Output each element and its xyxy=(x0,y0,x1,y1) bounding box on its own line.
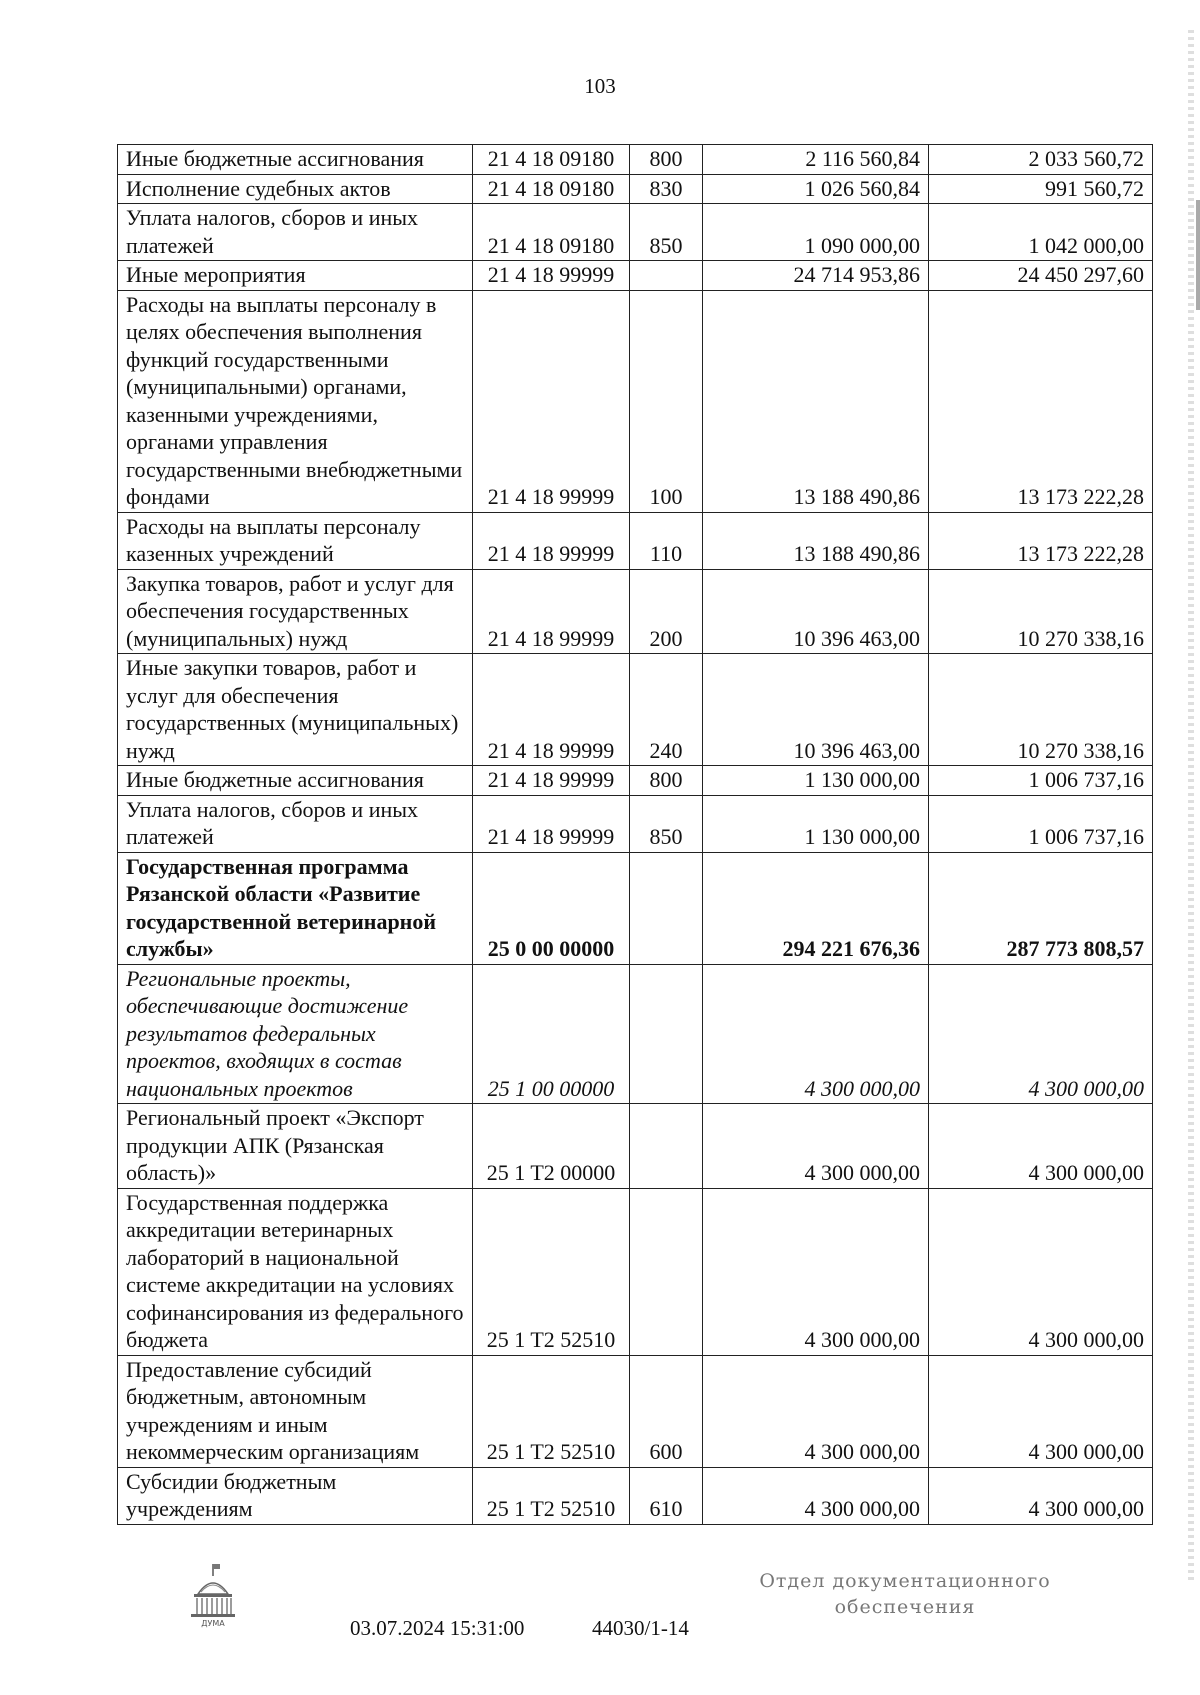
table-row xyxy=(118,654,1153,766)
table-row xyxy=(118,204,1153,261)
row-code-cell: 25 1 T2 52510 xyxy=(473,1467,630,1524)
row-name-cell: Субсидии бюджетным учреждениям xyxy=(118,1467,473,1524)
row-vr-cell xyxy=(630,964,703,1104)
budget-table xyxy=(117,144,1153,1525)
row-vr-cell: 200 xyxy=(630,569,703,654)
row-code-cell: 21 4 18 99999 xyxy=(473,795,630,852)
row-vr-cell xyxy=(630,852,703,964)
row-name-cell: Государственная программа Рязанской области «Развитие государственной ветеринарной службы» xyxy=(118,852,473,964)
row-vr-cell: 850 xyxy=(630,204,703,261)
row-sum-2024-cell: 10 396 463,00 xyxy=(703,569,929,654)
row-vr-cell: 110 xyxy=(630,512,703,569)
table-row xyxy=(118,766,1153,796)
row-sum-2025-cell: 4 300 000,00 xyxy=(929,1467,1153,1524)
row-name-cell: Закупка товаров, работ и услуг для обеспечения государственных (муниципальных) нужд xyxy=(118,569,473,654)
row-name-cell: Расходы на выплаты персоналу казенных учреждений xyxy=(118,512,473,569)
row-code-cell: 25 1 T2 52510 xyxy=(473,1355,630,1467)
row-code-cell: 25 0 00 00000 xyxy=(473,852,630,964)
row-code-cell: 21 4 18 09180 xyxy=(473,145,630,175)
row-sum-2025-cell: 991 560,72 xyxy=(929,174,1153,204)
row-code-cell: 21 4 18 09180 xyxy=(473,204,630,261)
row-sum-2024-cell: 13 188 490,86 xyxy=(703,512,929,569)
row-vr-cell: 850 xyxy=(630,795,703,852)
row-code-cell: 25 1 T2 00000 xyxy=(473,1104,630,1189)
row-sum-2025-cell: 1 006 737,16 xyxy=(929,795,1153,852)
table-row xyxy=(118,512,1153,569)
row-name-cell: Государственная поддержка аккредитации ветеринарных лабораторий в национальной системе аккредитации на условиях софинансирования из федерального бюджета xyxy=(118,1188,473,1355)
table-row xyxy=(118,1188,1153,1355)
row-name-cell: Уплата налогов, сборов и иных платежей xyxy=(118,795,473,852)
row-vr-cell: 240 xyxy=(630,654,703,766)
table-row xyxy=(118,174,1153,204)
row-sum-2024-cell: 13 188 490,86 xyxy=(703,290,929,512)
row-sum-2024-cell: 1 130 000,00 xyxy=(703,795,929,852)
row-sum-2024-cell: 4 300 000,00 xyxy=(703,1355,929,1467)
table-row xyxy=(118,1467,1153,1524)
row-code-cell: 25 1 00 00000 xyxy=(473,964,630,1104)
row-sum-2025-cell: 13 173 222,28 xyxy=(929,290,1153,512)
row-vr-cell xyxy=(630,1104,703,1189)
row-vr-cell: 800 xyxy=(630,766,703,796)
row-sum-2024-cell: 1 026 560,84 xyxy=(703,174,929,204)
row-name-cell: Иные бюджетные ассигнования xyxy=(118,145,473,175)
row-sum-2024-cell: 4 300 000,00 xyxy=(703,964,929,1104)
table-row xyxy=(118,261,1153,291)
row-sum-2024-cell: 4 300 000,00 xyxy=(703,1188,929,1355)
row-name-cell: Расходы на выплаты персоналу в целях обеспечения выполнения функций государственными (муниципальными) органами, казенными учреждениями, органами управления государственными внебюджетными фондами xyxy=(118,290,473,512)
row-sum-2024-cell: 294 221 676,36 xyxy=(703,852,929,964)
row-code-cell: 21 4 18 99999 xyxy=(473,512,630,569)
footer-doc-number: 44030/1-14 xyxy=(592,1616,689,1640)
row-sum-2024-cell: 10 396 463,00 xyxy=(703,654,929,766)
row-sum-2025-cell: 10 270 338,16 xyxy=(929,569,1153,654)
footer-date: 03.07.2024 15:31:00 xyxy=(350,1616,525,1640)
row-sum-2024-cell: 4 300 000,00 xyxy=(703,1104,929,1189)
row-sum-2025-cell: 2 033 560,72 xyxy=(929,145,1153,175)
row-vr-cell: 610 xyxy=(630,1467,703,1524)
scan-edge-marks xyxy=(1188,30,1194,1580)
row-sum-2025-cell: 10 270 338,16 xyxy=(929,654,1153,766)
row-vr-cell: 830 xyxy=(630,174,703,204)
row-sum-2025-cell: 24 450 297,60 xyxy=(929,261,1153,291)
row-sum-2025-cell: 4 300 000,00 xyxy=(929,964,1153,1104)
stamp-line-1: Отдел документационного xyxy=(759,1570,1051,1592)
row-vr-cell xyxy=(630,261,703,291)
row-sum-2024-cell: 4 300 000,00 xyxy=(703,1467,929,1524)
scan-edge-mark xyxy=(1196,200,1200,310)
department-stamp xyxy=(745,1568,1065,1620)
row-name-cell: Иные закупки товаров, работ и услуг для обеспечения государственных (муниципальных) нужд xyxy=(118,654,473,766)
row-name-cell: Иные бюджетные ассигнования xyxy=(118,766,473,796)
row-sum-2025-cell: 4 300 000,00 xyxy=(929,1355,1153,1467)
row-code-cell: 21 4 18 99999 xyxy=(473,569,630,654)
table-row xyxy=(118,964,1153,1104)
row-name-cell: Региональный проект «Экспорт продукции АПК (Рязанская область)» xyxy=(118,1104,473,1189)
row-code-cell: 21 4 18 99999 xyxy=(473,261,630,291)
page-number: 103 xyxy=(584,74,616,98)
row-sum-2025-cell: 13 173 222,28 xyxy=(929,512,1153,569)
row-name-cell: Уплата налогов, сборов и иных платежей xyxy=(118,204,473,261)
row-vr-cell: 600 xyxy=(630,1355,703,1467)
row-code-cell: 21 4 18 99999 xyxy=(473,654,630,766)
row-sum-2025-cell: 4 300 000,00 xyxy=(929,1188,1153,1355)
row-sum-2024-cell: 2 116 560,84 xyxy=(703,145,929,175)
table-row xyxy=(118,290,1153,512)
svg-text:ДУМА: ДУМА xyxy=(201,1619,225,1628)
row-vr-cell: 100 xyxy=(630,290,703,512)
row-code-cell: 21 4 18 09180 xyxy=(473,174,630,204)
table-row xyxy=(118,795,1153,852)
duma-building-icon xyxy=(186,1562,240,1628)
table-row xyxy=(118,1355,1153,1467)
row-vr-cell xyxy=(630,1188,703,1355)
row-code-cell: 21 4 18 99999 xyxy=(473,766,630,796)
row-name-cell: Иные мероприятия xyxy=(118,261,473,291)
row-name-cell: Региональные проекты, обеспечивающие достижение результатов федеральных проектов, входящих в состав национальных проектов xyxy=(118,964,473,1104)
row-sum-2025-cell: 1 042 000,00 xyxy=(929,204,1153,261)
row-name-cell: Предоставление субсидий бюджетным, автономным учреждениям и иным некоммерческим организациям xyxy=(118,1355,473,1467)
row-sum-2025-cell: 1 006 737,16 xyxy=(929,766,1153,796)
row-sum-2025-cell: 4 300 000,00 xyxy=(929,1104,1153,1189)
row-sum-2024-cell: 1 130 000,00 xyxy=(703,766,929,796)
table-row xyxy=(118,1104,1153,1189)
table-row xyxy=(118,569,1153,654)
stamp-line-2: обеспечения xyxy=(834,1596,976,1618)
row-sum-2024-cell: 1 090 000,00 xyxy=(703,204,929,261)
row-sum-2025-cell: 287 773 808,57 xyxy=(929,852,1153,964)
table-row xyxy=(118,852,1153,964)
row-code-cell: 21 4 18 99999 xyxy=(473,290,630,512)
row-vr-cell: 800 xyxy=(630,145,703,175)
table-row xyxy=(118,145,1153,175)
row-name-cell: Исполнение судебных актов xyxy=(118,174,473,204)
row-sum-2024-cell: 24 714 953,86 xyxy=(703,261,929,291)
row-code-cell: 25 1 T2 52510 xyxy=(473,1188,630,1355)
